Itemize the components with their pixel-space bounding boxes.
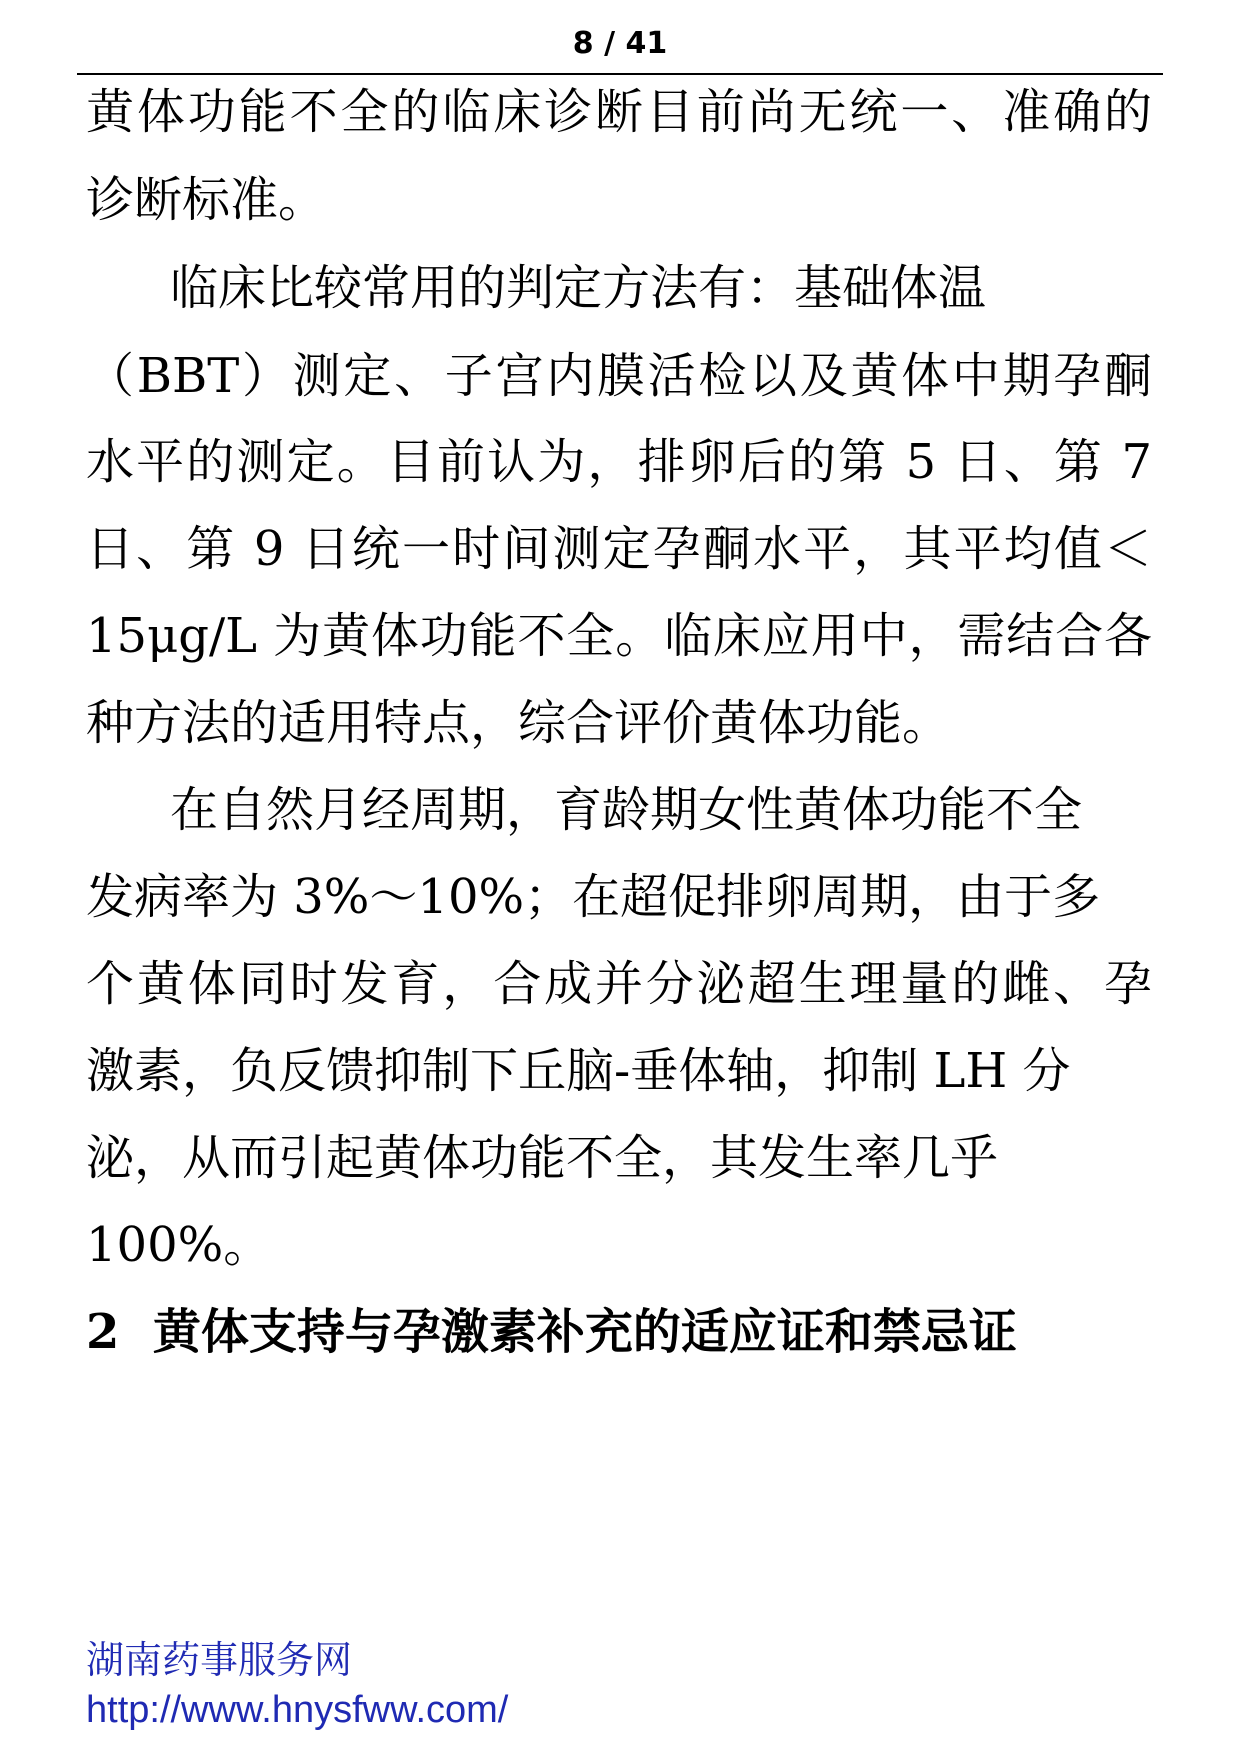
paragraph-line: 15μg/L 为黄体功能不全。临床应用中，需结合各 xyxy=(86,608,1152,664)
header-divider xyxy=(77,73,1163,75)
paragraph-line: 泌，从而引起黄体功能不全，其发生率几乎 xyxy=(86,1130,999,1186)
paragraph-line: 100%。 xyxy=(86,1217,272,1273)
paragraph-line: 黄体功能不全的临床诊断目前尚无统一、准确的 xyxy=(86,84,1152,140)
section-heading: 2 黄体支持与孕激素补充的适应证和禁忌证 xyxy=(86,1304,1017,1360)
paragraph-line: 种方法的适用特点，综合评价黄体功能。 xyxy=(86,695,951,751)
paragraph-line: 诊断标准。 xyxy=(86,172,327,228)
footer-site-name: 湖南药事服务网 xyxy=(86,1638,353,1682)
paragraph-line: 水平的测定。目前认为，排卵后的第 5 日、第 7 xyxy=(86,434,1152,490)
paragraph-line: 在自然月经周期，育龄期女性黄体功能不全 xyxy=(170,782,1083,838)
page-number: 8 / 41 xyxy=(572,26,668,61)
paragraph-line: 激素，负反馈抑制下丘脑-垂体轴，抑制 LH 分 xyxy=(86,1043,1071,1099)
footer-site-link[interactable]: http://www.hnysfww.com/ xyxy=(86,1689,509,1731)
paragraph-line: （BBT）测定、子宫内膜活检以及黄体中期孕酮 xyxy=(86,348,1152,404)
paragraph-line: 日、第 9 日统一时间测定孕酮水平，其平均值＜ xyxy=(86,521,1152,577)
paragraph-line: 临床比较常用的判定方法有：基础体温 xyxy=(170,260,987,316)
paragraph-line: 发病率为 3%～10%；在超促排卵周期，由于多 xyxy=(86,869,1101,925)
paragraph-line: 个黄体同时发育，合成并分泌超生理量的雌、孕 xyxy=(86,956,1152,1012)
